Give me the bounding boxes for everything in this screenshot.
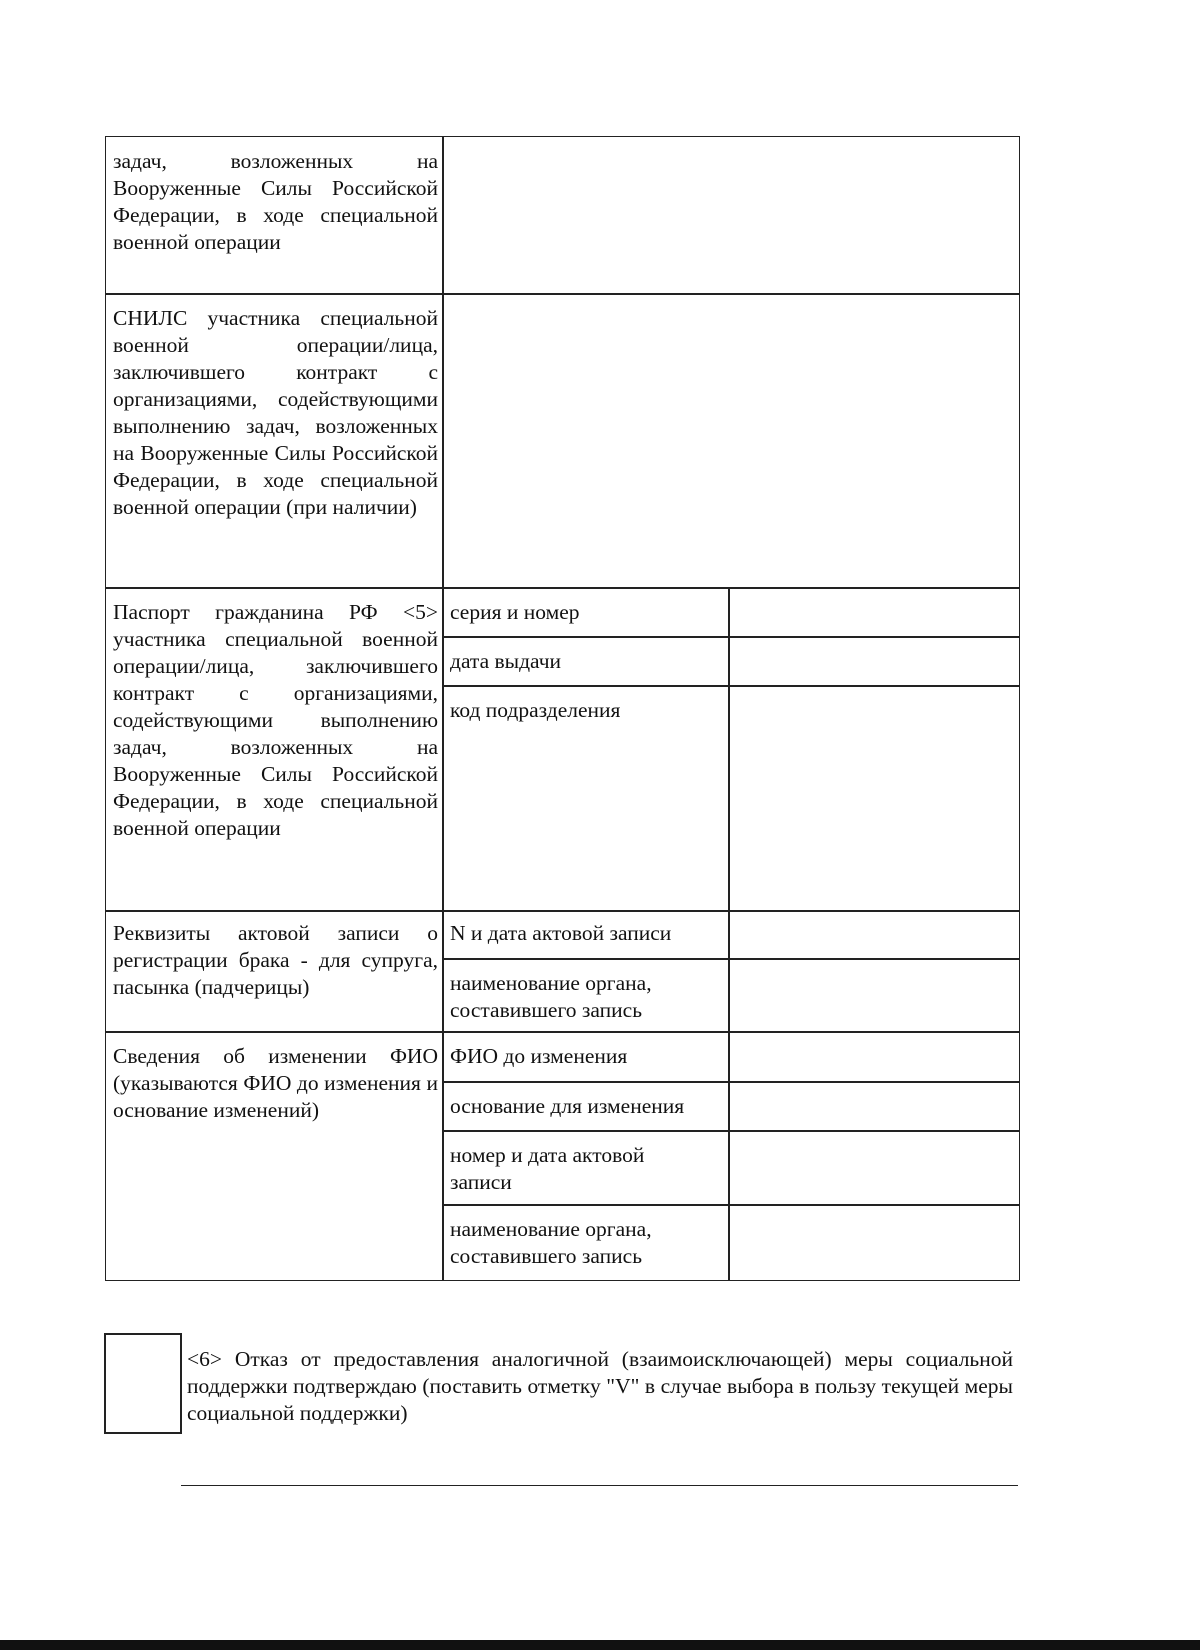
refusal-checkbox[interactable] bbox=[104, 1333, 182, 1434]
r3-val3-cell[interactable] bbox=[728, 685, 1020, 912]
r2-value-cell[interactable] bbox=[442, 293, 1020, 589]
r5-val4-cell[interactable] bbox=[728, 1204, 1020, 1281]
r4-val1-cell[interactable] bbox=[728, 910, 1020, 960]
r5-sub1: ФИО до изменения bbox=[450, 1044, 628, 1068]
r4-label: Реквизиты актовой записи о регистрации брака - для супруга, пасынка (падчерицы) bbox=[113, 921, 438, 999]
r5-sub2: основание для изменения bbox=[450, 1094, 685, 1118]
r5-val3-cell[interactable] bbox=[728, 1130, 1020, 1206]
r3-val2-cell[interactable] bbox=[728, 636, 1020, 687]
r5-val2-cell[interactable] bbox=[728, 1081, 1020, 1132]
r4-sub1: N и дата актовой записи bbox=[450, 921, 672, 945]
r5-val1-cell[interactable] bbox=[728, 1031, 1020, 1083]
r4-sub2: наименование органа, составившего запись bbox=[450, 971, 652, 1022]
r5-sub4: наименование органа, составившего запись bbox=[450, 1217, 652, 1268]
r5-label: Сведения об изменении ФИО (указываются ФИО до изменения и основание изменений) bbox=[113, 1044, 438, 1122]
r3-val1-cell[interactable] bbox=[728, 587, 1020, 638]
r1-label: задач, возложенных на Вооруженные Силы Российской Федерации, в ходе специальной военной операции bbox=[113, 149, 438, 254]
r3-sub1: серия и номер bbox=[450, 600, 580, 624]
r3-sub2: дата выдачи bbox=[450, 649, 562, 673]
footnote-6: <6> Отказ от предоставления аналогичной (взаимоисключающей) меры социальной поддержки подтверждаю (поставить отметку "V" в случае выбора в пользу текущей меры социальной поддержки) bbox=[187, 1347, 1013, 1425]
r3-label: Паспорт гражданина РФ <5> участника специальной военной операции/лица, заключившего контракт с организациями, содействующими выполнению задач, возложенных на Вооруженные Силы Российской Федерации, в ходе специальной военной операции bbox=[113, 600, 438, 840]
r1-value-cell[interactable] bbox=[442, 136, 1020, 295]
r5-sub3: номер и дата актовой записи bbox=[450, 1143, 645, 1194]
r2-label: СНИЛС участника специальной военной операции/лица, заключившего контракт с организациями, содействующими выполнению задач, возложенных на Вооруженные Силы Российской Федерации, в ходе специальной военной операции (при наличии) bbox=[113, 306, 438, 519]
r3-sub3: код подразделения bbox=[450, 698, 621, 722]
scan-edge-bar bbox=[0, 1640, 1200, 1650]
r4-val2-cell[interactable] bbox=[728, 958, 1020, 1033]
signature-line bbox=[181, 1485, 1018, 1486]
